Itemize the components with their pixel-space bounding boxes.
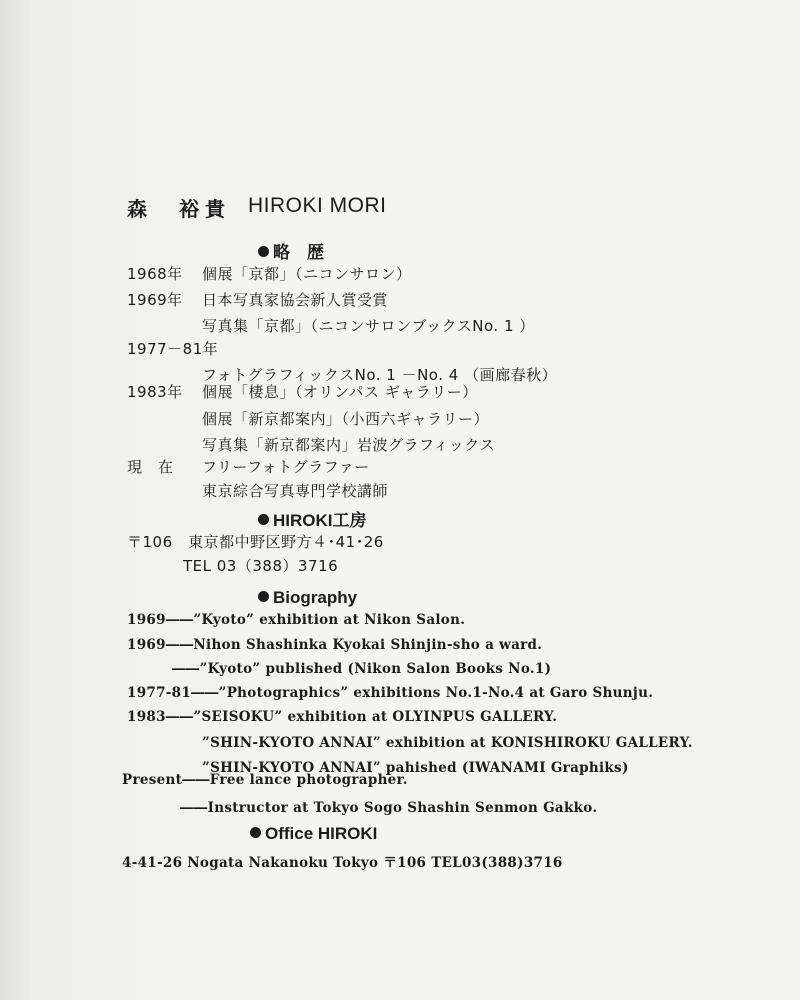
biography-row: ”SHIN-KYOTO ANNAI” pahished (IWANAMI Graphiks): [202, 760, 629, 776]
ryakureki-text: フリーフォトグラファー: [202, 458, 370, 476]
ryakureki-text: 個展「京都」（ニコンサロン）: [202, 265, 412, 283]
office-heading-text: Office HIROKI: [265, 824, 378, 843]
biography-heading-text: Biography: [273, 588, 358, 607]
bullet-icon: [250, 827, 261, 838]
ryakureki-year: 1977－81年: [127, 340, 219, 358]
ryakureki-text: 日本写真家協会新人賞受賞: [202, 291, 389, 309]
biography-row: 1969――”Kyoto” exhibition at Nikon Salon.: [127, 612, 466, 628]
ryakureki-text: フォトグラフィックスNo. 1 －No. 4 （画廊春秋）: [202, 366, 558, 384]
biography-row: 1983――”SEISOKU” exhibition at OLYINPUS GALLERY.: [127, 709, 558, 725]
title-japanese: 森 裕貴: [127, 197, 231, 221]
studio-heading: [258, 506, 367, 531]
page-edge-shadow: [0, 0, 30, 1000]
ryakureki-year: 1968年: [127, 265, 183, 283]
bullet-icon: [258, 246, 269, 257]
studio-tel: TEL 03（388）3716: [183, 557, 339, 575]
studio-heading-text: HIROKI工房: [273, 511, 367, 530]
studio-address: 〒106 東京都中野区野方４･41･26: [127, 533, 384, 551]
ryakureki-text: 写真集「京都」（ニコンサロンブックスNo. 1 ）: [202, 317, 535, 335]
biography-row: 1969――Nihon Shashinka Kyokai Shinjin-sho a ward.: [127, 637, 543, 653]
biography-heading: [258, 588, 357, 608]
biography-row: ――Instructor at Tokyo Sogo Shashin Senmon Gakko.: [180, 800, 598, 816]
title-english: HIROKI MORI: [248, 194, 387, 217]
ryakureki-heading-text: 略 歴: [273, 243, 324, 263]
ryakureki-year: 現 在: [127, 458, 174, 476]
ryakureki-text: 個展「新京都案内」（小西六ギャラリー）: [202, 410, 490, 428]
ryakureki-text: 写真集「新京都案内」岩波グラフィックス: [202, 436, 496, 454]
ryakureki-year: 1983年: [127, 383, 183, 401]
bullet-icon: [258, 591, 269, 602]
biography-row: ――”Kyoto” published (Nikon Salon Books No.1): [172, 661, 552, 677]
bullet-icon: [258, 514, 269, 525]
biography-row: 1977-81――”Photographics” exhibitions No.1-No.4 at Garo Shunju.: [127, 685, 654, 701]
ryakureki-year: 1969年: [127, 291, 183, 309]
ryakureki-heading: [258, 238, 324, 263]
office-address: 4-41-26 Nogata Nakanoku Tokyo 〒106 TEL03(388)3716: [122, 855, 563, 871]
ryakureki-text: 個展「棲息」（オリンパス ギャラリー）: [202, 383, 478, 401]
biography-row: ”SHIN-KYOTO ANNAI” exhibition at KONISHIROKU GALLERY.: [202, 735, 693, 751]
ryakureki-text: 東京綜合写真専門学校講師: [202, 482, 389, 500]
office-heading: [250, 824, 377, 844]
biography-row: Present――Free lance photographer.: [122, 772, 408, 788]
